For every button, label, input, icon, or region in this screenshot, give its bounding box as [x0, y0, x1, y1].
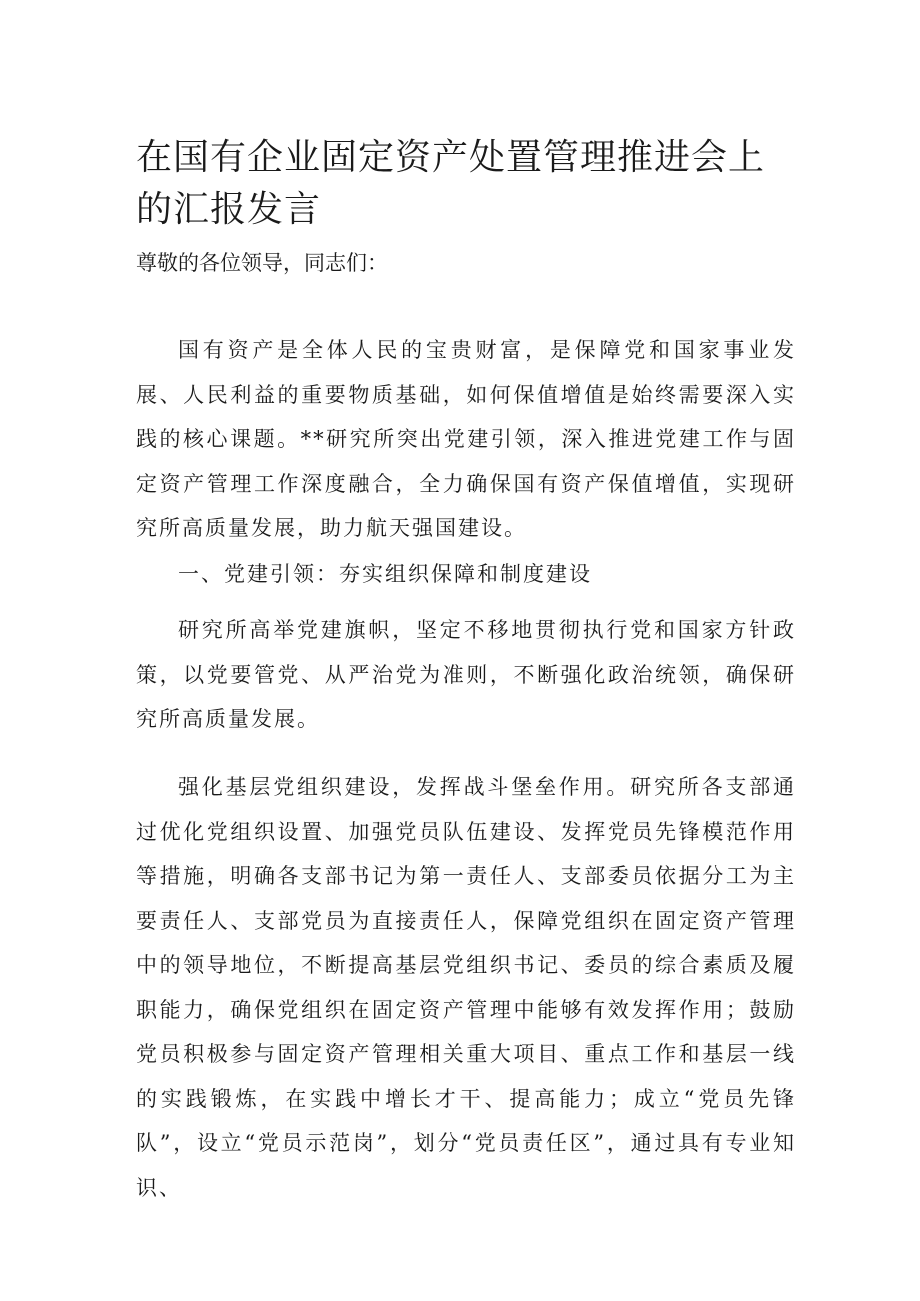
- paragraph-intro: 国有资产是全体人民的宝贵财富，是保障党和国家事业发展、人民利益的重要物质基础，如何保值增值是始终需要深入实践的核心课题。**研究所突出党建引领，深入推进党建工作与固定资产管理工作深度融合，全力确保国有资产保值增值，实现研究所高质量发展，助力航天强国建设。: [136, 338, 796, 540]
- greeting: 尊敬的各位领导，同志们：: [136, 251, 388, 275]
- section-heading-1: 一、党建引领：夯实组织保障和制度建设: [178, 562, 592, 586]
- paragraph-party-building: 研究所高举党建旗帜，坚定不移地贯彻执行党和国家方针政策，以党要管党、从严治党为准则，不断强化政治统领，确保研究所高质量发展。: [136, 618, 796, 731]
- paragraph-grassroots: 强化基层党组织建设，发挥战斗堡垒作用。研究所各支部通过优化党组织设置、加强党员队伍建设、发挥党员先锋模范作用等措施，明确各支部书记为第一责任人、支部委员依据分工为主要责任人、支部党员为直接责任人，保障党组织在固定资产管理中的领导地位，不断提高基层党组织书记、委员的综合素质及履职能力，确保党组织在固定资产管理中能够有效发挥作用；鼓励党员积极参与固定资产管理相关重大项目、重点工作和基层一线的实践锻炼，在实践中增长才干、提高能力；成立“党员先锋队”，设立“党员示范岗”，划分“党员责任区”，通过具有专业知识、: [136, 775, 796, 1200]
- document-title: 在国有企业固定资产处置管理推进会上的汇报发言: [136, 137, 766, 230]
